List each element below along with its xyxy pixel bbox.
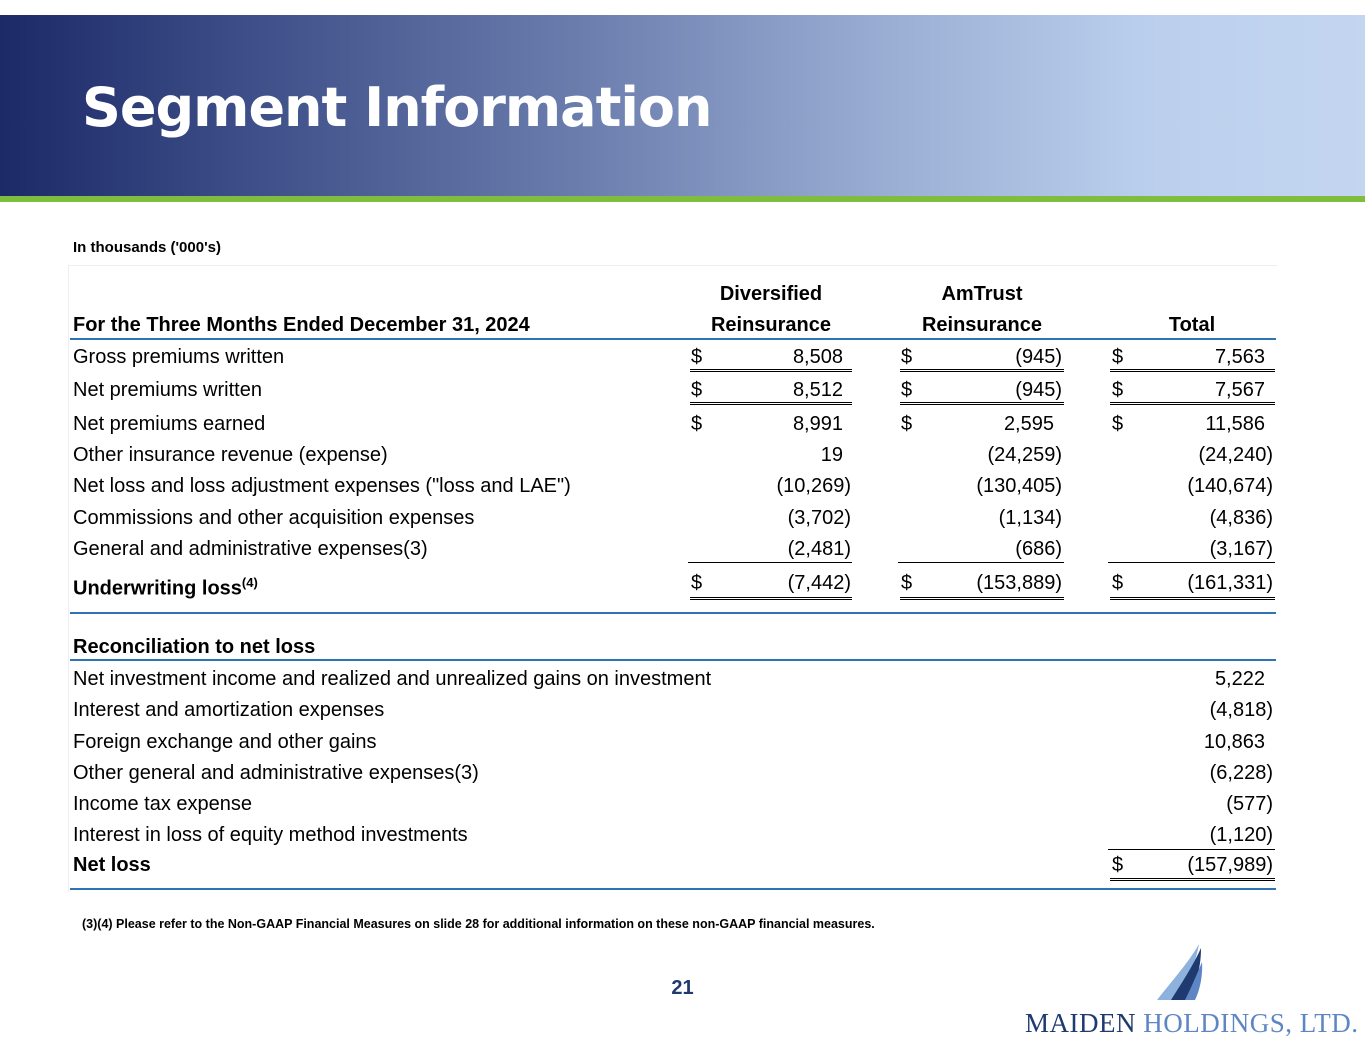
page-title: Segment Information — [82, 76, 712, 139]
dollar-sign: $ — [1112, 413, 1124, 435]
segment-value-total: (140,674) — [1187, 475, 1273, 497]
segment-value-total: 11,586 — [1205, 413, 1265, 435]
segment-value-amtrust: (1,134) — [998, 507, 1062, 529]
subtotal-rule-tot — [1108, 562, 1275, 563]
underwriting-loss-total: (161,331) — [1187, 572, 1273, 594]
segment-value-diversified: 8,508 — [792, 346, 843, 368]
dollar-sign: $ — [901, 413, 913, 435]
dollar-sign: $ — [691, 379, 703, 401]
segment-row-label: Other insurance revenue (expense) — [73, 444, 388, 466]
reconciliation-row-value: 5,222 — [1214, 668, 1265, 690]
double-rule-tot-uw — [1110, 597, 1275, 600]
reconciliation-row-value: (6,228) — [1209, 762, 1273, 784]
dollar-sign: $ — [691, 572, 703, 594]
sail-icon — [1155, 942, 1203, 1002]
segment-value-diversified: (3,702) — [787, 507, 851, 529]
dollar-sign: $ — [1112, 379, 1124, 401]
net-loss-label: Net loss — [73, 854, 151, 876]
reconciliation-row-label: Other general and administrative expenses(3) — [73, 762, 479, 784]
segment-value-diversified: 8,991 — [792, 413, 843, 435]
col-header-diversified-1: Diversified — [719, 283, 823, 305]
segment-value-amtrust: (24,259) — [987, 444, 1062, 466]
segment-value-amtrust: (130,405) — [976, 475, 1062, 497]
footnote-ref-4: (4) — [241, 575, 258, 590]
reconciliation-row-label: Interest in loss of equity method investments — [73, 824, 468, 846]
reconciliation-rule — [70, 659, 1276, 661]
segment-value-total: 7,567 — [1214, 379, 1265, 401]
reconciliation-row-label: Foreign exchange and other gains — [73, 731, 377, 753]
segment-value-amtrust: (945) — [1015, 379, 1062, 401]
segment-row-label: Commissions and other acquisition expenses — [73, 507, 475, 529]
segment-value-total: (3,167) — [1209, 538, 1273, 560]
col-header-amtrust-2: Reinsurance — [921, 314, 1043, 336]
segment-row-label: Net premiums written — [73, 379, 262, 401]
dollar-sign: $ — [901, 346, 913, 368]
segment-value-diversified: 8,512 — [792, 379, 843, 401]
net-loss-top-rule — [1108, 849, 1275, 850]
net-loss-total: (157,989) — [1187, 854, 1273, 876]
segment-value-amtrust: (945) — [1015, 346, 1062, 368]
dollar-sign: $ — [691, 413, 703, 435]
segment-row-label: Net premiums earned — [73, 413, 266, 435]
page-number: 21 — [671, 977, 694, 999]
double-rule-amt-uw — [900, 597, 1064, 600]
subtotal-rule-div — [688, 562, 852, 563]
segment-value-total: (24,240) — [1198, 444, 1273, 466]
reconciliation-row-label: Interest and amortization expenses — [73, 699, 385, 721]
col-header-amtrust-1: AmTrust — [941, 283, 1023, 305]
segment-value-diversified: (10,269) — [776, 475, 851, 497]
segment-value-amtrust: 2,595 — [1003, 413, 1054, 435]
segment-value-amtrust: (686) — [1015, 538, 1062, 560]
dollar-sign: $ — [1112, 854, 1124, 876]
net-loss-double-rule — [1110, 878, 1275, 881]
double-rule-tot-1 — [1110, 369, 1275, 372]
units-note: In thousands ('000's) — [73, 239, 221, 256]
company-logo-text: MAIDEN HOLDINGS, LTD. — [1025, 1008, 1359, 1038]
reconciliation-header: Reconciliation to net loss — [73, 636, 316, 658]
double-rule-amt-1 — [900, 369, 1064, 372]
underwriting-loss-diversified: (7,442) — [787, 572, 851, 594]
reconciliation-row-value: (4,818) — [1209, 699, 1273, 721]
segment-row-label: Gross premiums written — [73, 346, 285, 368]
dollar-sign: $ — [1112, 346, 1124, 368]
segment-value-diversified: 19 — [820, 444, 843, 466]
subtotal-rule-amt — [898, 562, 1064, 563]
segment-value-total: (4,836) — [1209, 507, 1273, 529]
double-rule-div-2 — [690, 402, 852, 405]
double-rule-div-uw — [690, 597, 852, 600]
dollar-sign: $ — [901, 572, 913, 594]
period-header: For the Three Months Ended December 31, 2024 — [73, 314, 530, 336]
section-rule — [70, 612, 1276, 614]
col-header-total: Total — [1168, 314, 1216, 336]
segment-row-label: General and administrative expenses(3) — [73, 538, 428, 560]
underwriting-loss-label: Underwriting loss$^{(4)}$ — [73, 575, 258, 600]
reconciliation-row-label: Income tax expense — [73, 793, 252, 815]
table-bottom-rule — [70, 888, 1276, 890]
reconciliation-row-label: Net investment income and realized and unrealized gains on investment — [73, 668, 712, 690]
segment-value-diversified: (2,481) — [787, 538, 851, 560]
double-rule-amt-2 — [900, 402, 1064, 405]
banner-divider — [0, 196, 1365, 202]
segment-row-label: Net loss and loss adjustment expenses ("loss and LAE") — [73, 475, 571, 497]
footnote: (3)(4) Please refer to the Non-GAAP Financial Measures on slide 28 for additional information on these non-GAAP financial measures. — [82, 917, 875, 931]
segment-value-total: 7,563 — [1214, 346, 1265, 368]
col-header-diversified-2: Reinsurance — [710, 314, 832, 336]
header-rule — [70, 338, 1276, 340]
dollar-sign: $ — [691, 346, 703, 368]
underwriting-loss-amtrust: (153,889) — [976, 572, 1062, 594]
reconciliation-row-value: (577) — [1226, 793, 1273, 815]
double-rule-div-1 — [690, 369, 852, 372]
dollar-sign: $ — [901, 379, 913, 401]
reconciliation-row-value: 10,863 — [1203, 731, 1265, 753]
reconciliation-row-value: (1,120) — [1209, 824, 1273, 846]
double-rule-tot-2 — [1110, 402, 1275, 405]
dollar-sign: $ — [1112, 572, 1124, 594]
